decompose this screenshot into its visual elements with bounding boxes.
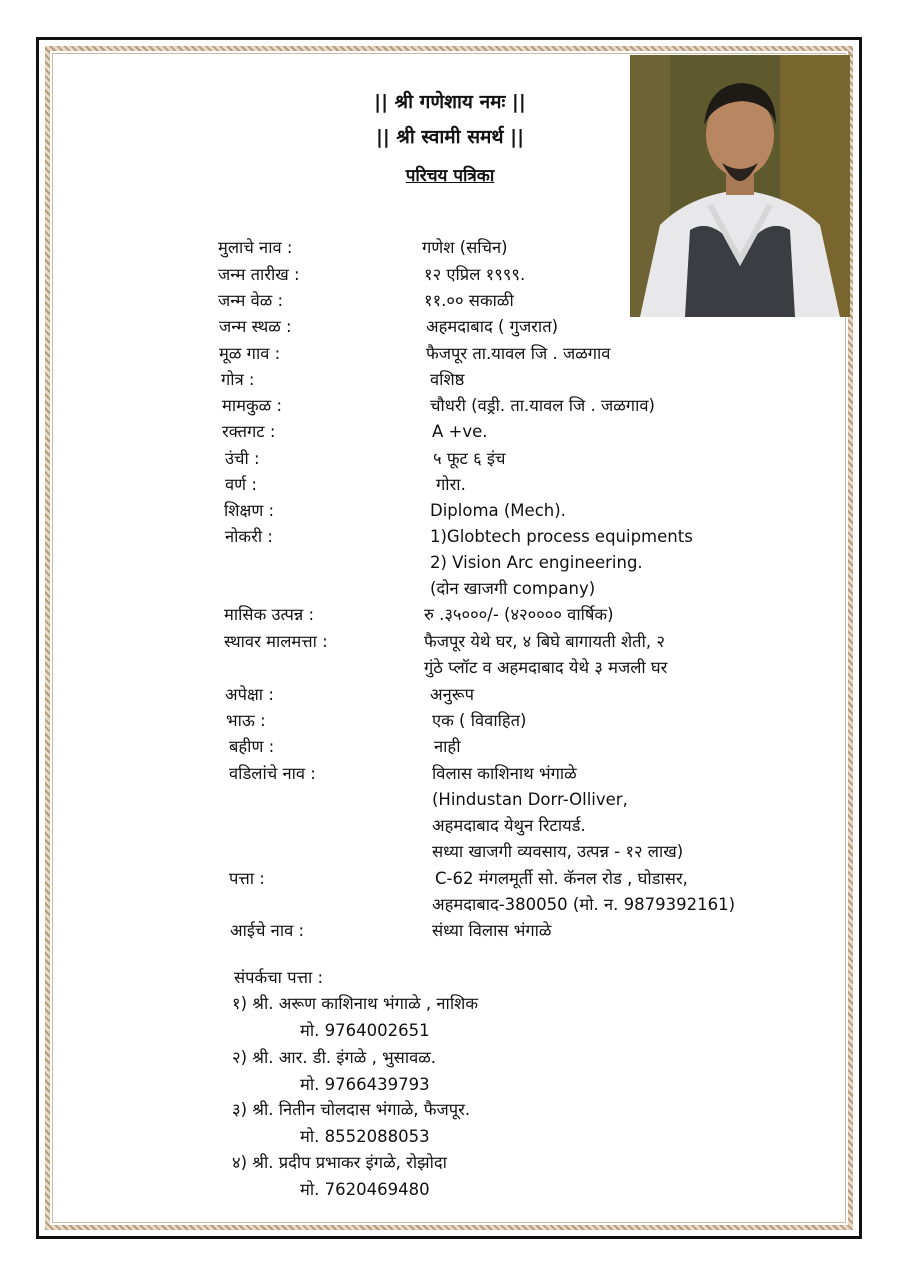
field-value: वशिष्ठ: [430, 370, 465, 389]
field-value: C-62 मंगलमूर्ती सो. कॅनल रोड , घोडासर,: [435, 869, 688, 888]
field-value: गोरा.: [436, 475, 466, 494]
field-value: १२ एप्रिल १९९९.: [424, 265, 526, 284]
profile-photo: [630, 55, 850, 317]
field-value: गणेश (सचिन): [422, 238, 508, 257]
field-label: नोकरी :: [225, 527, 273, 546]
field-label: पत्ता :: [229, 869, 265, 888]
contact-phone: मो. 8552088053: [300, 1127, 430, 1146]
field-label: मुलाचे नाव :: [218, 238, 293, 257]
contact-name: ४) श्री. प्रदीप प्रभाकर इंगळे, रोझोदा: [232, 1153, 447, 1172]
field-value: अनुरूप: [430, 685, 474, 704]
field-value: विलास काशिनाथ भंगाळे: [432, 764, 577, 783]
field-label: भाऊ :: [226, 711, 266, 730]
field-value: 2) Vision Arc engineering.: [430, 553, 643, 572]
contacts-heading: संपर्कचा पत्ता :: [234, 968, 324, 987]
field-label: बहीण :: [229, 737, 275, 756]
field-value: 1)Globtech process equipments: [430, 527, 693, 546]
field-value: (दोन खाजगी company): [430, 579, 596, 598]
field-label: वडिलांचे नाव :: [229, 764, 316, 783]
invocation-line-2: || श्री स्वामी समर्थ ||: [375, 126, 525, 148]
field-value: चौधरी (वड्री. ता.यावल जि . जळगाव): [430, 396, 655, 415]
field-label: जन्म तारीख :: [218, 265, 300, 284]
invocation-line-1: || श्री गणेशाय नमः ||: [374, 91, 526, 113]
field-label: मूळ गाव :: [219, 344, 281, 363]
field-label: वर्ण :: [225, 475, 257, 494]
field-value: फैजपूर येथे घर, ४ बिघे बागायती शेती, २: [424, 632, 665, 651]
field-label: स्थावर मालमत्ता :: [224, 632, 328, 651]
field-value: अहमदाबाद-380050 (मो. न. 9879392161): [432, 895, 736, 914]
field-value: रु .३५०००/- (४२०००० वार्षिक): [424, 605, 614, 624]
field-value: ११.०० सकाळी: [424, 291, 514, 310]
field-value: नाही: [434, 737, 461, 756]
contact-phone: मो. 9766439793: [300, 1075, 430, 1094]
field-label: शिक्षण :: [224, 501, 275, 520]
field-value: संध्या विलास भंगाळे: [432, 921, 552, 940]
field-value: सध्या खाजगी व्यवसाय, उत्पन्न - १२ लाख): [432, 842, 684, 861]
document-title: परिचय पत्रिका: [405, 166, 495, 186]
contact-name: ३) श्री. नितीन चोलदास भंगाळे, फैजपूर.: [232, 1100, 471, 1119]
field-value: अहमदाबाद ( गुजरात): [426, 317, 559, 336]
contact-phone: मो. 9764002651: [300, 1021, 430, 1040]
contact-phone: मो. 7620469480: [300, 1180, 430, 1199]
field-label: उंची :: [225, 449, 260, 468]
contact-name: २) श्री. आर. डी. इंगळे , भुसावळ.: [232, 1048, 437, 1067]
contact-name: १) श्री. अरूण काशिनाथ भंगाळे , नाशिक: [232, 994, 479, 1013]
field-label: जन्म वेळ :: [218, 291, 284, 310]
field-value: Diploma (Mech).: [430, 501, 566, 520]
field-value: फैजपूर ता.यावल जि . जळगाव: [426, 344, 611, 363]
field-label: मासिक उत्पन्न :: [224, 605, 315, 624]
field-label: मामकुळ :: [222, 396, 283, 415]
field-label: अपेक्षा :: [225, 685, 274, 704]
field-label: रक्तगट :: [222, 422, 276, 441]
field-value: ५ फूट ६ इंच: [433, 449, 506, 468]
field-label: जन्म स्थळ :: [219, 317, 292, 336]
field-value: A +ve.: [432, 422, 488, 441]
field-value: एक ( विवाहित): [432, 711, 527, 730]
field-value: गुंठे प्लॉट व अहमदाबाद येथे ३ मजली घर: [424, 658, 668, 677]
field-value: (Hindustan Dorr-Olliver,: [432, 790, 628, 809]
field-value: अहमदाबाद येथुन रिटायर्ड.: [432, 816, 586, 835]
field-label: गोत्र :: [221, 370, 255, 389]
field-label: आईचे नाव :: [230, 921, 305, 940]
